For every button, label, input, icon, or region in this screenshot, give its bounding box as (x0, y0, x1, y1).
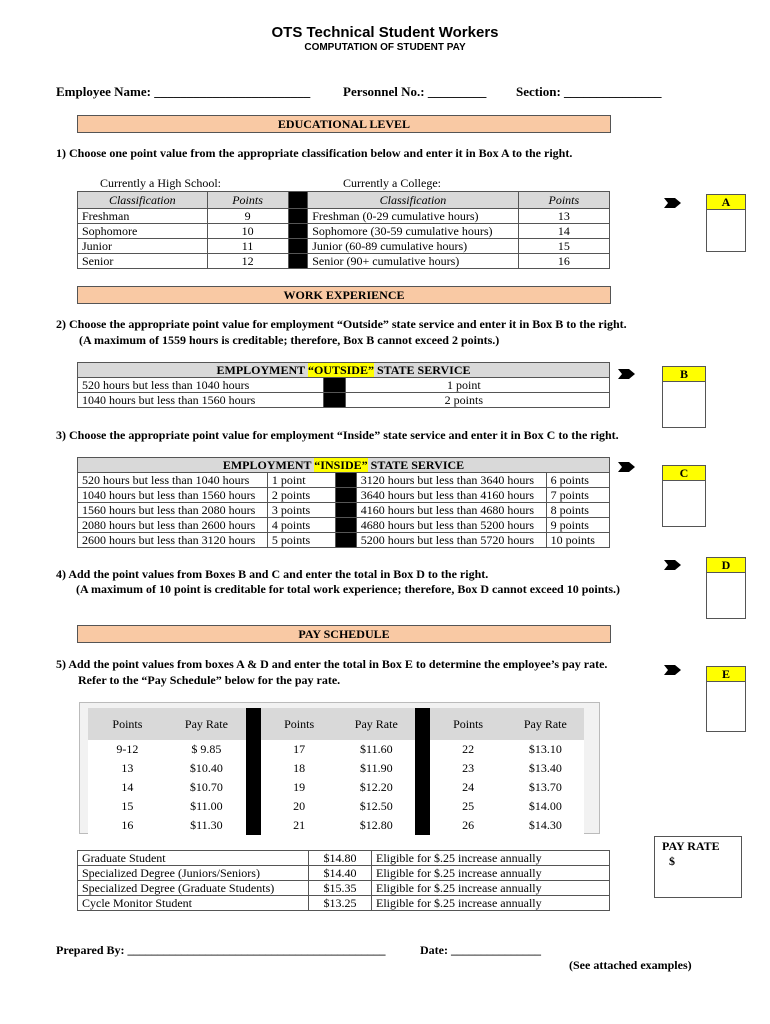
educational-level-heading: EDUCATIONAL LEVEL (77, 115, 611, 133)
personnel-number-field[interactable]: Personnel No.: _________ (343, 84, 487, 99)
outside-title: EMPLOYMENT (216, 363, 308, 377)
divider (246, 708, 261, 835)
table-row: 1560 hours but less than 2080 hours 3 points 4160 hours but less than 4680 hours 8 points (78, 503, 610, 518)
table-row: Sophomore 10 Sophomore (30-59 cumulative hours) 14 (78, 224, 610, 239)
col-classification: Classification (308, 192, 519, 209)
box-d-label: D (707, 558, 745, 573)
date-field[interactable]: Date: _______________ (420, 943, 541, 957)
box-c-label: C (663, 466, 705, 481)
prepared-by-field[interactable]: Prepared By: ___________________________________________ (56, 943, 386, 957)
box-c[interactable] (662, 465, 706, 527)
pay-schedule-table (88, 708, 584, 835)
employee-name-field[interactable]: Employee Name: ________________________ (56, 84, 311, 99)
box-e[interactable] (706, 666, 746, 732)
col-pay-rate: Pay Rate (167, 708, 246, 740)
table-row: 1040 hours but less than 1560 hours 2 points (78, 393, 610, 408)
table-row: 15 $11.00 20 $12.50 25 $14.00 (88, 797, 584, 816)
divider (288, 192, 308, 209)
col-points: Points (207, 192, 288, 209)
table-row: 16 $11.30 21 $12.80 26 $14.30 (88, 816, 584, 835)
step-4-instruction: 4) Add the point values from Boxes B and C and enter the total in Box D to the right. (56, 567, 489, 581)
table-row: Senior 12 Senior (90+ cumulative hours) 16 (78, 254, 610, 269)
pay-schedule-heading: PAY SCHEDULE (77, 625, 611, 643)
education-table (77, 191, 610, 269)
step-3-instruction: 3) Choose the appropriate point value for employment “Inside” state service and enter it in Box C to the right. (56, 428, 619, 442)
step-1-instruction: 1) Choose one point value from the appropriate classification below and enter it in Box A to the right. (56, 146, 573, 160)
arrow-right-icon (618, 368, 636, 380)
attached-examples-note: (See attached examples) (569, 958, 692, 972)
table-row: Cycle Monitor Student $13.25 Eligible for $.25 increase annually (78, 896, 610, 911)
document-title: OTS Technical Student Workers (271, 24, 499, 41)
table-row: 9-12 $ 9.85 17 $11.60 22 $13.10 (88, 740, 584, 759)
table-row: Graduate Student $14.80 Eligible for $.25 increase annually (78, 851, 610, 866)
col-classification: Classification (78, 192, 208, 209)
inside-title: EMPLOYMENT (222, 458, 315, 472)
pay-rate-box[interactable] (654, 836, 742, 898)
step-5-note: Refer to the “Pay Schedule” below for the pay rate. (78, 673, 341, 687)
table-row: 520 hours but less than 1040 hours 1 point 3120 hours but less than 3640 hours 6 points (78, 473, 610, 488)
step-4-note: (A maximum of 10 point is creditable for total work experience; therefore, Box D cannot exceed 10 points.) (76, 582, 621, 596)
outside-highlight: “OUTSIDE” (307, 363, 374, 377)
table-row: 2080 hours but less than 2600 hours 4 points 4680 hours but less than 5200 hours 9 points (78, 518, 610, 533)
table-row: Freshman 9 Freshman (0-29 cumulative hours) 13 (78, 209, 610, 224)
table-row: 2600 hours but less than 3120 hours 5 points 5200 hours but less than 5720 hours 10 points (78, 533, 610, 548)
col-points: Points (88, 708, 167, 740)
inside-service-table: EMPLOYMENT “INSIDE” STATE SERVICE 520 hours but less than 1040 hours 1 point 3120 hours but less than 3640 hours 6 points 1040 hours but less than 1560 hours 2 points 3640 hours but less than 4160 hours 7 points 1560 hours but less than 2080 hours 3 points 4160 hours but less than 4680 hours 8 points 2080 hours but less than 2600 hours 4 points 4680 hours but less than 5200 hours 9 points 2600 hours but less than 3120 hours 5 points 5200 hours but less than 5720 hours 10 points (77, 457, 610, 548)
col-points: Points (261, 708, 338, 740)
col-points: Points (518, 192, 609, 209)
work-experience-heading: WORK EXPERIENCE (77, 286, 611, 304)
document-subtitle: COMPUTATION OF STUDENT PAY (304, 42, 466, 53)
step-2-instruction: 2) Choose the appropriate point value for employment “Outside” state service and enter it in Box B to the right. (56, 317, 627, 331)
step-2-note: (A maximum of 1559 hours is creditable; therefore, Box B cannot exceed 2 points.) (79, 333, 500, 347)
col-points: Points (430, 708, 507, 740)
col-pay-rate: Pay Rate (338, 708, 415, 740)
table-row: Specialized Degree (Juniors/Seniors) $14.40 Eligible for $.25 increase annually (78, 866, 610, 881)
college-heading: Currently a College: (343, 176, 441, 190)
inside-highlight: “INSIDE” (314, 458, 368, 472)
step-5-instruction: 5) Add the point values from boxes A & D and enter the total in Box E to determine the employee’s pay rate. (56, 657, 608, 671)
table-row: 14 $10.70 19 $12.20 24 $13.70 (88, 778, 584, 797)
divider (415, 708, 430, 835)
table-row: 13 $10.40 18 $11.90 23 $13.40 (88, 759, 584, 778)
box-b[interactable] (662, 366, 706, 428)
section-field[interactable]: Section: _______________ (516, 84, 662, 99)
box-d[interactable] (706, 557, 746, 619)
arrow-right-icon (618, 461, 636, 473)
outside-service-table: EMPLOYMENT “OUTSIDE” STATE SERVICE 520 hours but less than 1040 hours 1 point 1040 hours but less than 1560 hours 2 points (77, 362, 610, 408)
table-row: Specialized Degree (Graduate Students) $15.35 Eligible for $.25 increase annually (78, 881, 610, 896)
box-b-label: B (663, 367, 705, 382)
table-row: Junior 11 Junior (60-89 cumulative hours) 15 (78, 239, 610, 254)
table-row: 1040 hours but less than 1560 hours 2 points 3640 hours but less than 4160 hours 7 points (78, 488, 610, 503)
pay-rate-label: PAY RATE (662, 839, 720, 853)
box-e-label: E (707, 667, 745, 682)
arrow-right-icon (664, 664, 682, 676)
box-a[interactable] (706, 194, 746, 252)
degree-rates-table (77, 850, 610, 911)
box-a-label: A (707, 195, 745, 210)
table-row: 520 hours but less than 1040 hours 1 point (78, 378, 610, 393)
arrow-right-icon (664, 197, 682, 209)
pay-rate-value: $ (669, 854, 675, 868)
high-school-heading: Currently a High School: (100, 176, 221, 190)
arrow-right-icon (664, 559, 682, 571)
col-pay-rate: Pay Rate (507, 708, 584, 740)
